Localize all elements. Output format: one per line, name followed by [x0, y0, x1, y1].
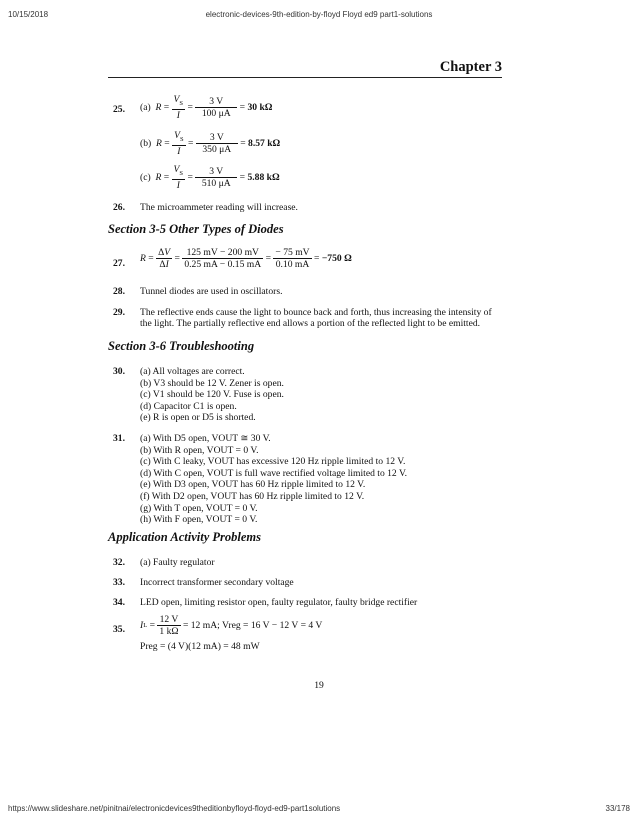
problem-32-number: 32. [113, 557, 125, 568]
problem-30-list [140, 366, 500, 424]
problem-34-number: 34. [113, 597, 125, 608]
result-25a: 30 kΩ [247, 101, 273, 113]
item-30b: (b) V3 should be 12 V. Zener is open. [140, 377, 284, 389]
label-c: (c) [140, 171, 151, 183]
result-25c: 5.88 kΩ [247, 171, 280, 183]
item-31a: (a) With D5 open, VOUT ≅ 30 V. [140, 433, 271, 444]
item-31d: (d) With C open, VOUT is full wave rectified voltage limited to 12 V. [140, 467, 408, 479]
problem-30-number: 30. [113, 366, 125, 377]
chapter-title: Chapter 3 [439, 59, 502, 75]
problem-25-number: 25. [113, 104, 125, 115]
result-25b: 8.57 kΩ [248, 137, 281, 149]
problem-26-number: 26. [113, 202, 125, 213]
problem-34-text: LED open, limiting resistor open, faulty regulator, faulty bridge rectifier [140, 597, 418, 608]
problem-25b: (b) R = $\frac{V_S}{I}$ = $\frac{3 V}{350 \mu A}$ = 8.57 kΩ [140, 130, 281, 157]
problem-35-line1: IL = $\frac{12 V}{1 k\Omega}$ = 12 mA; Vreg = 16 V − 12 V = 4 V [140, 614, 323, 637]
problem-25c: (c) R = $\frac{V_S}{I}$ = $\frac{3 V}{510 \mu A}$ = 5.88 kΩ [140, 164, 280, 191]
section-heading-application: Application Activity Problems [108, 530, 261, 544]
problem-33-text: Incorrect transformer secondary voltage [140, 577, 294, 588]
problem-28-number: 28. [113, 286, 125, 297]
problem-27-equation: R = $\frac{\Delta V}{\Delta I}$ = $\frac{125 mV - 200 mV}{0.25 mA - 0.15 mA}$ = $\frac{- 75 mV}{0.10 mA}$ = −750 Ω [140, 247, 352, 270]
item-31b: (b) With R open, VOUT = 0 V. [140, 444, 259, 456]
item-31h: (h) With F open, VOUT = 0 V. [140, 514, 258, 526]
print-url: https://www.slideshare.net/pinitnai/electronicdevices9theditionbyfloyd-floyd-ed9-part1solutions [8, 804, 341, 813]
item-30e: (e) R is open or D5 is shorted. [140, 412, 256, 424]
item-31e: (e) With D3 open, VOUT has 60 Hz ripple limited to 12 V. [140, 479, 366, 491]
item-30a: (a) All voltages are correct. [140, 366, 245, 377]
page-number: 19 [314, 680, 324, 691]
print-page-counter: 33/178 [605, 804, 630, 813]
item-31c: (c) With C leaky, VOUT has excessive 120 Hz ripple limited to 12 V. [140, 456, 406, 468]
item-31f: (f) With D2 open, VOUT has 60 Hz ripple limited to 12 V. [140, 490, 365, 502]
problem-28-text: Tunnel diodes are used in oscillators. [140, 286, 283, 297]
problem-25a: (a) R = $\frac{V_S}{I}$ = $\frac{3 V}{100 \mu A}$ = 30 kΩ [140, 94, 273, 121]
problem-29-number: 29. [113, 307, 125, 318]
problem-35-line1-tail: = 12 mA; Vreg = 16 V − 12 V = 4 V [182, 620, 323, 631]
print-date: 10/15/2018 [8, 10, 49, 19]
problem-33-number: 33. [113, 577, 125, 588]
problem-31-list [140, 433, 520, 526]
problem-26-text: The microammeter reading will increase. [140, 202, 298, 213]
problem-31-number: 31. [113, 433, 125, 444]
item-31g: (g) With T open, VOUT = 0 V. [140, 502, 258, 514]
item-30c: (c) V1 should be 120 V. Fuse is open. [140, 389, 284, 401]
problem-29-text: The reflective ends cause the light to bounce back and forth, thus increasing the intensity of the light. The partially reflective end allows a portion of the reflected light to be emitted. [140, 307, 492, 329]
problem-27-number: 27. [113, 258, 125, 269]
problem-35-line2: Preg = (4 V)(12 mA) = 48 mW [140, 641, 260, 652]
section-heading-3-6: Section 3-6 Troubleshooting [108, 339, 255, 353]
item-30d: (d) Capacitor C1 is open. [140, 400, 237, 412]
print-title: electronic-devices-9th-edition-by-floyd Floyd ed9 part1-solutions [205, 10, 433, 19]
label-b: (b) [140, 137, 152, 149]
problem-32-text: (a) Faulty regulator [140, 557, 215, 568]
section-heading-3-5: Section 3-5 Other Types of Diodes [108, 222, 284, 236]
result-27: −750 Ω [321, 253, 352, 264]
header-rule [108, 77, 502, 78]
problem-35-number: 35. [113, 624, 125, 635]
label-a: (a) [140, 101, 151, 113]
